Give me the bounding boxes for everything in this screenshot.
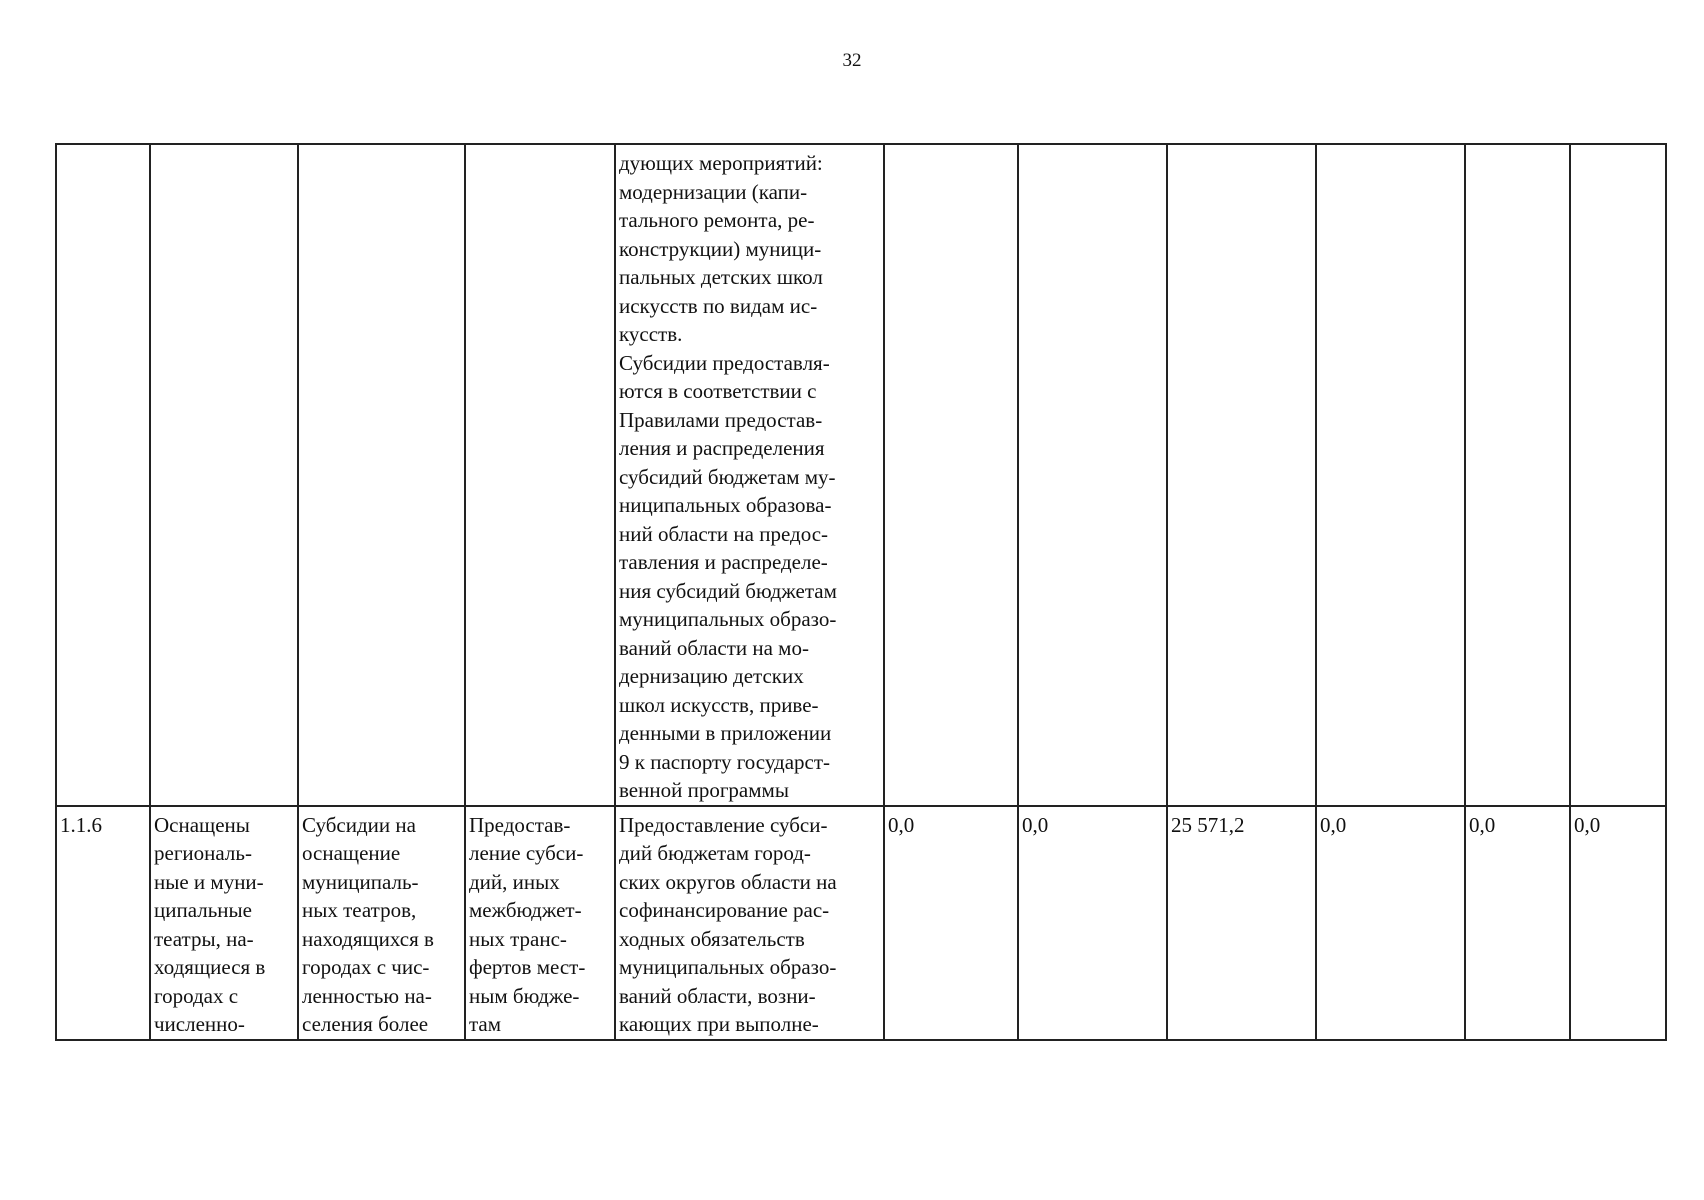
result-line: театры, на- — [154, 926, 254, 951]
result-line: ные и муни- — [154, 869, 264, 894]
description-line: пальных детских школ — [619, 265, 823, 289]
value-2: 0,0 — [1022, 812, 1049, 837]
cell-value-2 — [1018, 144, 1167, 806]
description-line: Субсидии предоставля- — [619, 350, 830, 375]
description-line: тального ремонта, ре- — [619, 208, 815, 232]
mechanism-line: дий, иных — [469, 869, 560, 894]
item-number: 1.1.6 — [60, 812, 102, 837]
value-3: 25 571,2 — [1171, 812, 1245, 837]
measure-line: ных театров, — [302, 898, 417, 922]
result-line: городах с — [154, 983, 239, 1008]
mechanism-line: Предостав- — [469, 812, 571, 837]
cell-value-5 — [1465, 144, 1570, 806]
measure-line: городах с чис- — [302, 955, 430, 979]
cell-mechanism — [465, 144, 615, 806]
description-line: ления и распределения — [619, 436, 825, 460]
description-line: дернизацию детских — [619, 664, 804, 688]
value-1: 0,0 — [888, 812, 915, 837]
cell-number — [56, 144, 150, 806]
cell-value-1 — [884, 144, 1018, 806]
result-line: численно- — [154, 1012, 245, 1036]
cell-value-3 — [1167, 144, 1316, 806]
measure-line: находящихся в — [302, 926, 434, 951]
cell-result — [150, 806, 298, 1040]
mechanism-line: ных транс- — [469, 926, 567, 951]
measure-line: оснащение — [302, 841, 401, 865]
cell-value-4 — [1316, 144, 1465, 806]
cell-measure — [298, 806, 465, 1040]
measure-line: муниципаль- — [302, 869, 419, 894]
result-line: региональ- — [154, 841, 252, 865]
cell-value-4 — [1316, 806, 1465, 1040]
cell-value-5 — [1465, 806, 1570, 1040]
measure-line: ленностью на- — [302, 983, 432, 1008]
description-line: венной программы — [619, 778, 789, 802]
cell-description — [615, 806, 884, 1040]
result-line: ходящиеся в — [154, 955, 266, 979]
description-line: ются в соответствии с — [619, 379, 817, 403]
description-line: 9 к паспорту государст- — [619, 749, 831, 774]
cell-value-6 — [1570, 144, 1666, 806]
description-line: субсидий бюджетам му- — [619, 464, 836, 489]
mechanism-line: ление субси- — [469, 841, 584, 865]
measure-line: Субсидии на — [302, 812, 416, 837]
cell-value-2 — [1018, 806, 1167, 1040]
table-row-continued — [56, 144, 1666, 806]
result-line: ципальные — [154, 898, 252, 922]
description-line: муниципальных образо- — [619, 955, 837, 979]
mechanism-line: там — [469, 1012, 502, 1036]
description-line: ходных обязательств — [619, 926, 805, 951]
description-line: Предоставление субси- — [619, 812, 828, 837]
description-line: ваний области на мо- — [619, 635, 809, 660]
cell-value-1 — [884, 806, 1018, 1040]
cell-value-6 — [1570, 806, 1666, 1040]
mechanism-line: ным бюдже- — [469, 983, 580, 1008]
result-line: Оснащены — [154, 812, 250, 837]
description-line: ний области на предос- — [619, 521, 829, 546]
description-line: конструкции) муници- — [619, 236, 822, 261]
description-line: муниципальных образо- — [619, 607, 837, 631]
budget-table — [55, 143, 1667, 1041]
description-line: софинансирование рас- — [619, 898, 830, 922]
description-line: тавления и распределе- — [619, 550, 828, 574]
mechanism-line: межбюджет- — [469, 898, 582, 922]
cell-result — [150, 144, 298, 806]
description-line: модернизации (капи- — [619, 179, 808, 204]
description-line: дий бюджетам город- — [619, 841, 811, 865]
description-line: ваний области, возни- — [619, 983, 816, 1008]
cell-number — [56, 806, 150, 1040]
page-number: 32 — [842, 50, 862, 71]
value-4: 0,0 — [1320, 812, 1347, 837]
measure-line: селения более — [302, 1012, 429, 1036]
description-line: кающих при выполне- — [619, 1012, 819, 1036]
mechanism-line: фертов мест- — [469, 955, 586, 979]
value-6: 0,0 — [1574, 812, 1601, 837]
description-line: Правилами предостав- — [619, 407, 823, 432]
description-line: ния субсидий бюджетам — [619, 578, 837, 603]
cell-mechanism — [465, 806, 615, 1040]
description-line: школ искусств, приве- — [619, 692, 819, 717]
cell-measure — [298, 144, 465, 806]
table-row-1-1-6 — [56, 806, 1666, 1040]
description-line: искусств по видам ис- — [619, 293, 818, 318]
cell-value-3 — [1167, 806, 1316, 1040]
description-line: дующих мероприятий: — [619, 151, 823, 175]
description-line: денными в приложении — [619, 721, 832, 745]
description-line: ниципальных образова- — [619, 493, 832, 517]
cell-description — [615, 144, 884, 806]
description-line: ских округов области на — [619, 869, 837, 894]
description-line: кусств. — [619, 322, 683, 346]
value-5: 0,0 — [1469, 812, 1496, 837]
